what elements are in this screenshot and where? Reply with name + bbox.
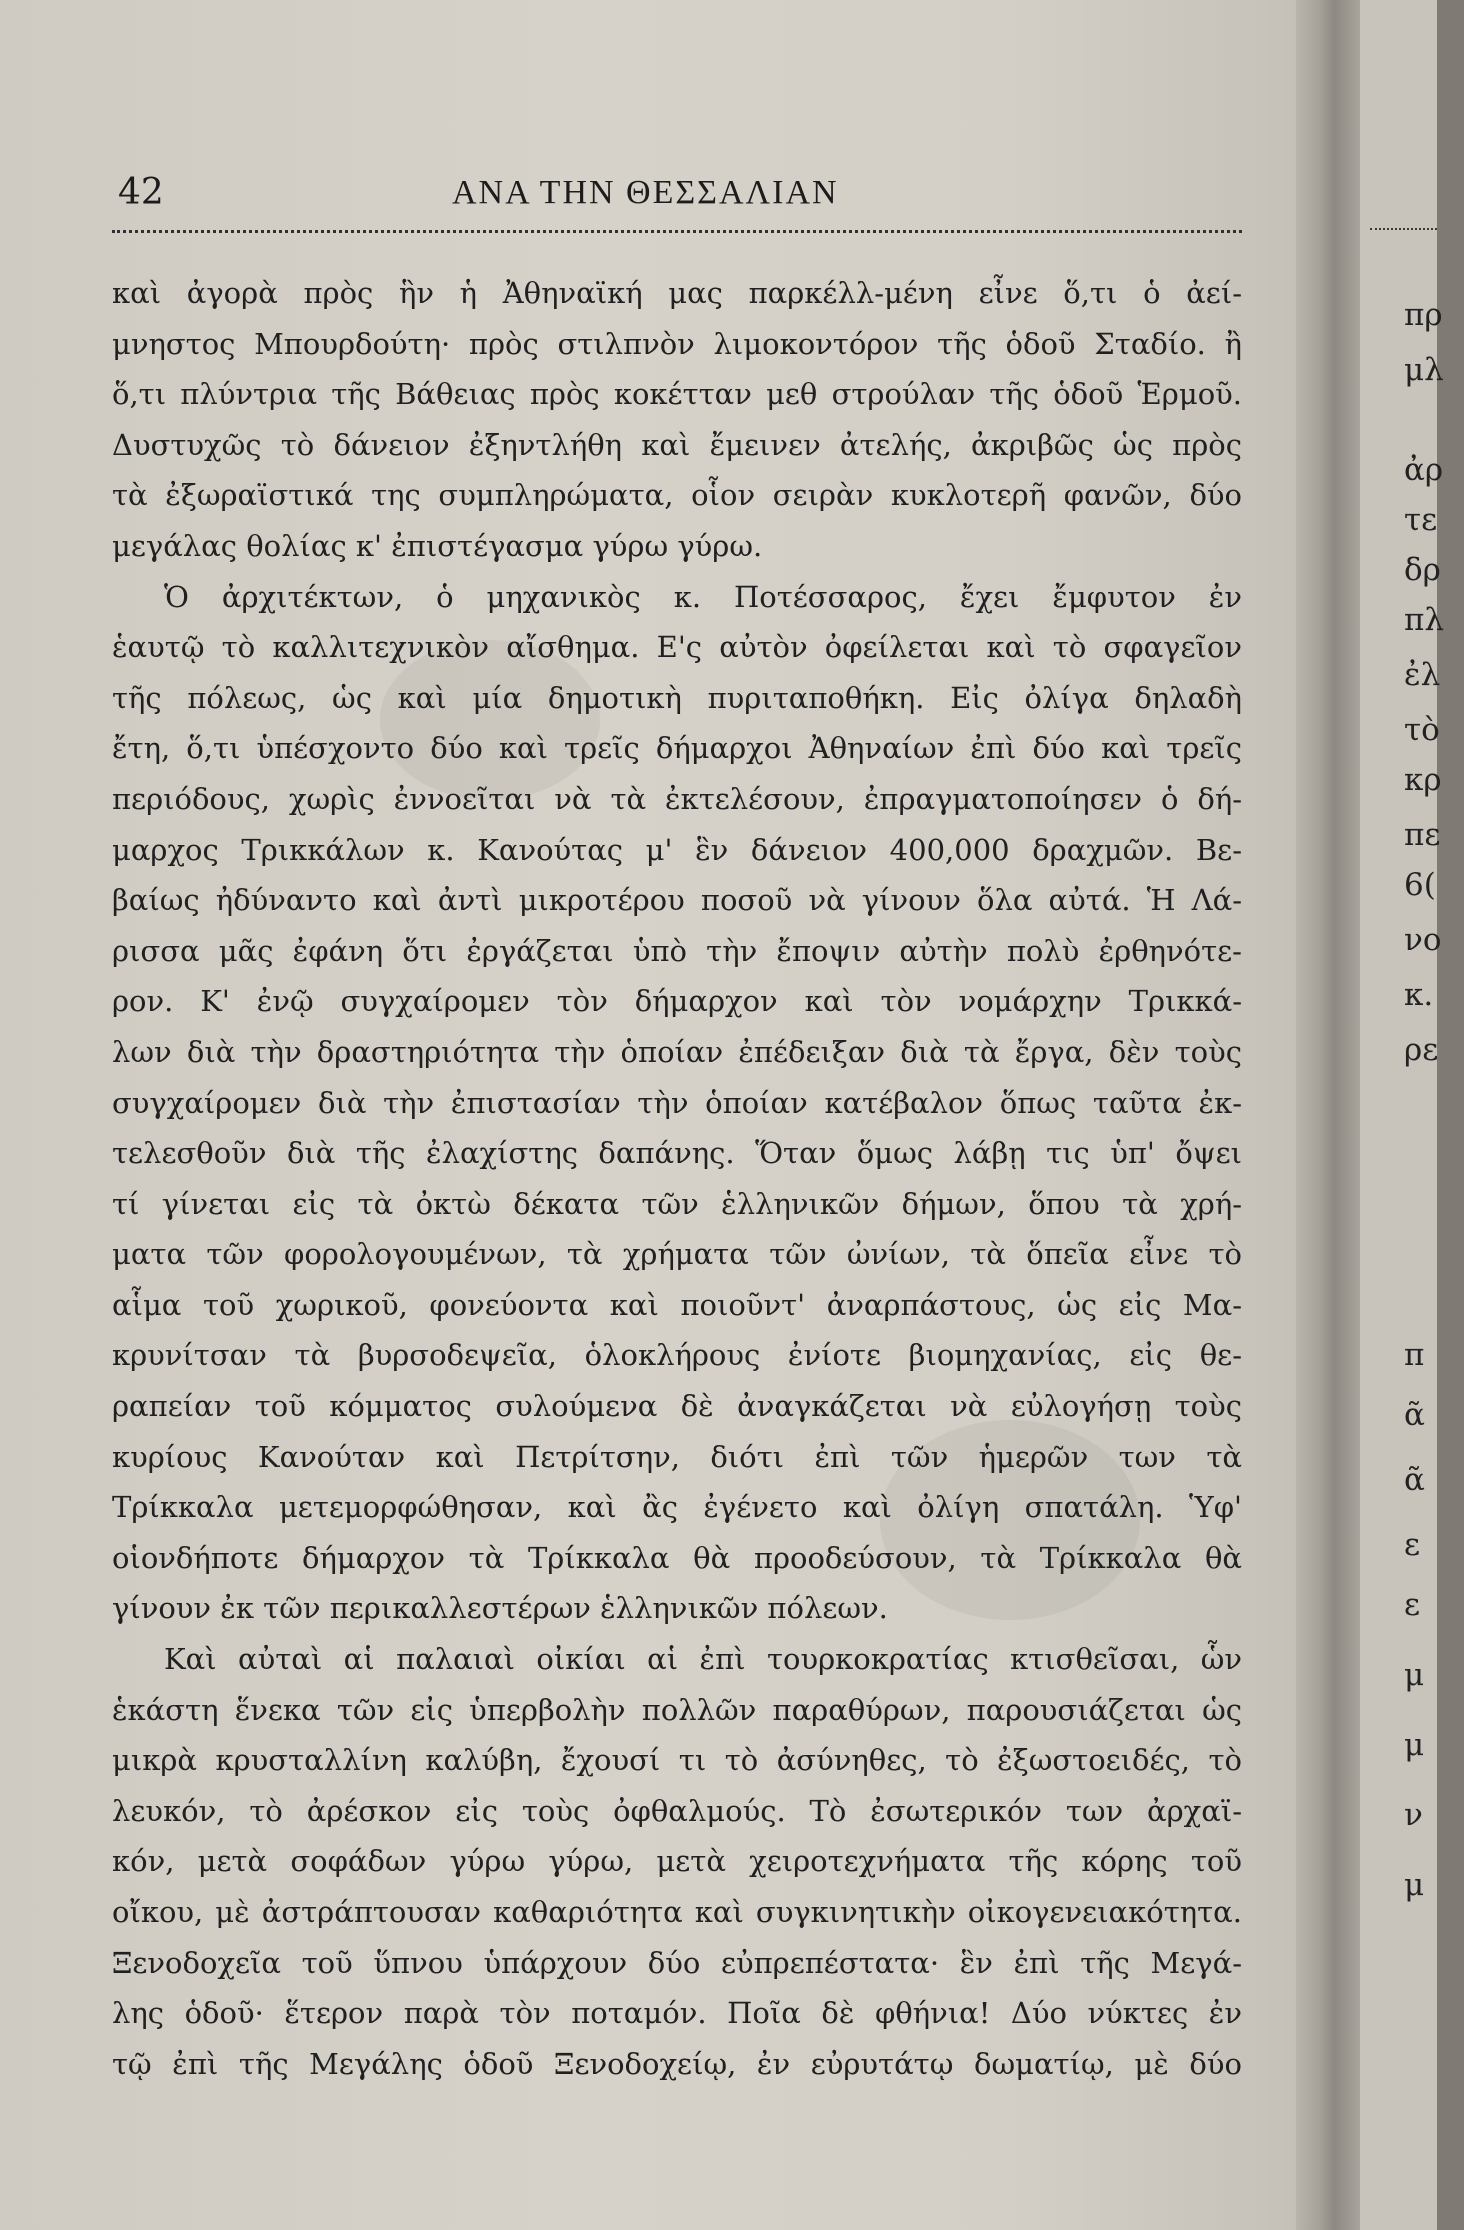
facing-page-fragment: δρ — [1404, 552, 1441, 588]
text-line: λης ὁδοῦ· ἕτερον παρὰ τὸν ποταμόν. Ποῖα δὲ φθήνια! Δύο νύκτες ἐν — [112, 1996, 1242, 2031]
facing-page-fragment: ε — [1404, 1527, 1421, 1563]
text-line: βαίως ἠδύναντο καὶ ἀντὶ μικροτέρου ποσοῦ νὰ γίνουν ὅλα αὐτά. Ἡ Λά- — [112, 883, 1242, 918]
text-line: κυρίους Κανούταν καὶ Πετρίτσην, διότι ἐπὶ τῶν ἡμερῶν των τὰ — [112, 1439, 1242, 1474]
facing-page-fragment: ε — [1404, 1587, 1421, 1623]
facing-page-fragment: πρ — [1404, 297, 1443, 333]
facing-page-fragment: κρ — [1404, 762, 1442, 798]
facing-page-fragment: ᾶ — [1404, 1397, 1425, 1433]
text-line: περιόδους, χωρὶς ἐννοεῖται νὰ τὰ ἐκτελέσουν, ἐπραγματοποίησεν ὁ δή- — [112, 781, 1242, 816]
text-line: ἔτη, ὅ,τι ὑπέσχοντο δύο καὶ τρεῖς δήμαρχοι Ἀθηναίων ἐπὶ δύο καὶ τρεῖς — [112, 731, 1242, 766]
text-line: γίνουν ἐκ τῶν περικαλλεστέρων ἑλληνικῶν πόλεων. — [112, 1591, 888, 1626]
text-line: μικρὰ κρυσταλλίνη καλύβη, ἔχουσί τι τὸ ἀσύνηθες, τὸ ἐξωστοειδές, τὸ — [112, 1743, 1242, 1778]
text-line: ρισσα μᾶς ἐφάνη ὅτι ἐργάζεται ὑπὸ τὴν ἔποψιν αὐτὴν πολὺ ἐρθηνότε- — [112, 933, 1242, 968]
facing-page-fragment: πε — [1404, 817, 1441, 853]
text-line: λων διὰ τὴν δραστηριότητα τὴν ὁποίαν ἐπέδειξαν διὰ τὰ ἔργα, δὲν τοὺς — [112, 1034, 1242, 1069]
text-line: καὶ ἀγορὰ πρὸς ἣν ἡ Ἀθηναϊκή μας παρκέλλ-μένη εἶνε ὅ,τι ὁ ἀεί- — [112, 276, 1242, 310]
facing-page-fragment: ρε — [1404, 1032, 1439, 1068]
facing-page-fragment: κ. — [1404, 977, 1434, 1013]
text-line: μαρχος Τρικκάλων κ. Κανούτας μ' ἓν δάνειον 400,000 δραχμῶν. Βε- — [112, 832, 1242, 867]
facing-page-fragment: τε — [1404, 502, 1438, 538]
text-line: τῆς πόλεως, ὡς καὶ μία δημοτικὴ πυριταποθήκη. Εἰς ὀλίγα δηλαδὴ — [112, 680, 1242, 715]
facing-page-header-rule — [1370, 228, 1437, 230]
body-text — [112, 268, 1242, 2089]
text-line: συγχαίρομεν διὰ τὴν ἐπιστασίαν τὴν ὁποίαν κατέβαλον ὅπως ταῦτα ἐκ- — [112, 1085, 1242, 1120]
facing-page-fragment: μλ — [1404, 352, 1444, 388]
text-line: κόν, μετὰ σοφάδων γύρω γύρω, μετὰ χειροτεχνήματα τῆς κόρης τοῦ — [112, 1844, 1242, 1879]
text-line: ματα τῶν φορολογουμένων, τὰ χρήματα τῶν ὠνίων, τὰ ὅπεῖα εἶνε τὸ — [112, 1237, 1242, 1272]
facing-page-edge — [1360, 0, 1445, 2230]
text-line: οἴκου, μὲ ἀστράπτουσαν καθαριότητα καὶ συγκινητικὴν οἰκογενειακότητα. — [112, 1895, 1242, 1929]
page-number: 42 — [118, 172, 164, 213]
facing-page-fragment: τὸ — [1404, 712, 1440, 748]
text-line: Ὁ ἀρχιτέκτων, ὁ μηχανικὸς κ. Ποτέσσαρος, ἔχει ἔμφυτον ἐν — [164, 579, 1242, 614]
running-title: ΑΝΑ ΤΗΝ ΘΕΣΣΑΛΙΑΝ — [452, 174, 839, 211]
text-line: Καὶ αὐταὶ αἱ παλαιαὶ οἰκίαι αἱ ἐπὶ τουρκοκρατίας κτισθεῖσαι, ὧν — [164, 1642, 1242, 1677]
text-line: τί γίνεται εἰς τὰ ὀκτὼ δέκατα τῶν ἑλληνικῶν δήμων, ὅπου τὰ χρή- — [112, 1186, 1242, 1221]
facing-page-fragment: μ — [1404, 1657, 1425, 1693]
facing-page-fragment: 6( — [1404, 867, 1436, 903]
text-line: ραπείαν τοῦ κόμματος συλούμενα δὲ ἀναγκάζεται νὰ εὐλογήσῃ τοὺς — [112, 1389, 1242, 1424]
facing-page-fragment: νο — [1404, 922, 1442, 958]
text-line: Δυστυχῶς τὸ δάνειον ἐξηντλήθη καὶ ἔμεινεν ἀτελής, ἀκριβῶς ὡς πρὸς — [112, 427, 1242, 462]
header-rule — [112, 230, 1242, 233]
text-line: κρυνίτσαν τὰ βυρσοδεψεῖα, ὁλοκλήρους ἐνίοτε βιομηχανίας, εἰς θε- — [112, 1338, 1242, 1373]
page-header — [112, 170, 1242, 220]
text-line: τελεσθοῦν διὰ τῆς ἐλαχίστης δαπάνης. Ὅταν ὅμως λάβῃ τις ὑπ' ὄψει — [112, 1136, 1242, 1171]
facing-page-fragment: ἐλ — [1404, 657, 1441, 693]
text-line: ἑαυτῷ τὸ καλλιτεχνικὸν αἴσθημα. Ε'ς αὐτὸν ὀφείλεται καὶ τὸ σφαγεῖον — [112, 630, 1242, 665]
facing-page-fragment: μ — [1404, 1727, 1425, 1763]
text-line: μεγάλας θολίας κ' ἐπιστέγασμα γύρω γύρω. — [112, 528, 763, 563]
text-line: τῷ ἐπὶ τῆς Μεγάλης ὁδοῦ Ξενοδοχείῳ, ἐν εὐρυτάτῳ δωματίῳ, μὲ δύο — [112, 2046, 1242, 2081]
text-line: Ξενοδοχεῖα τοῦ ὕπνου ὑπάρχουν δύο εὐπρεπέστατα· ἓν ἐπὶ τῆς Μεγά- — [112, 1945, 1242, 1980]
text-line: οἱονδήποτε δήμαρχον τὰ Τρίκκαλα θὰ προοδεύσουν, τὰ Τρίκκαλα θὰ — [112, 1540, 1242, 1575]
text-line: Τρίκκαλα μετεμορφώθησαν, καὶ ἂς ἐγένετο καὶ ὀλίγη σπατάλη. Ὑφ' — [112, 1490, 1242, 1525]
text-line: ἑκάστη ἕνεκα τῶν εἰς ὑπερβολὴν πολλῶν παραθύρων, παρουσιάζεται ὡς — [112, 1692, 1242, 1727]
facing-page-fragment: π — [1404, 1337, 1425, 1373]
facing-page-fragment: ᾶ — [1404, 1462, 1425, 1498]
text-line: ρον. Κ' ἐνῷ συγχαίρομεν τὸν δήμαρχον καὶ τὸν νομάρχην Τρικκά- — [112, 984, 1242, 1019]
facing-page-fragment: ν — [1404, 1797, 1423, 1833]
facing-page-fragment: μ — [1404, 1867, 1425, 1903]
text-line: μνηστος Μπουρδούτη· πρὸς στιλπνὸν λιμοκοντόρον τῆς ὁδοῦ Σταδίο. ἢ — [112, 326, 1242, 361]
text-line: λευκόν, τὸ ἀρέσκον εἰς τοὺς ὀφθαλμούς. Τὸ ἐσωτερικόν των ἀρχαϊ- — [112, 1793, 1242, 1828]
facing-page-fragment: πλ — [1404, 602, 1445, 638]
facing-page-fragment: ἀρ — [1404, 452, 1444, 488]
book-gutter — [1296, 0, 1360, 2230]
text-line: αἷμα τοῦ χωρικοῦ, φονεύοντα καὶ ποιοῦντ' ἀναρπάστους, ὡς εἰς Μα- — [112, 1287, 1242, 1322]
text-line: τὰ ἐξωραϊστικά της συμπληρώματα, οἷον σειρὰν κυκλοτερῆ φανῶν, δύο — [112, 478, 1242, 513]
text-line: ὅ,τι πλύντρια τῆς Βάθειας πρὸς κοκέτταν μεθ στρούλαν τῆς ὁδοῦ Ἑρμοῦ. — [112, 377, 1242, 412]
